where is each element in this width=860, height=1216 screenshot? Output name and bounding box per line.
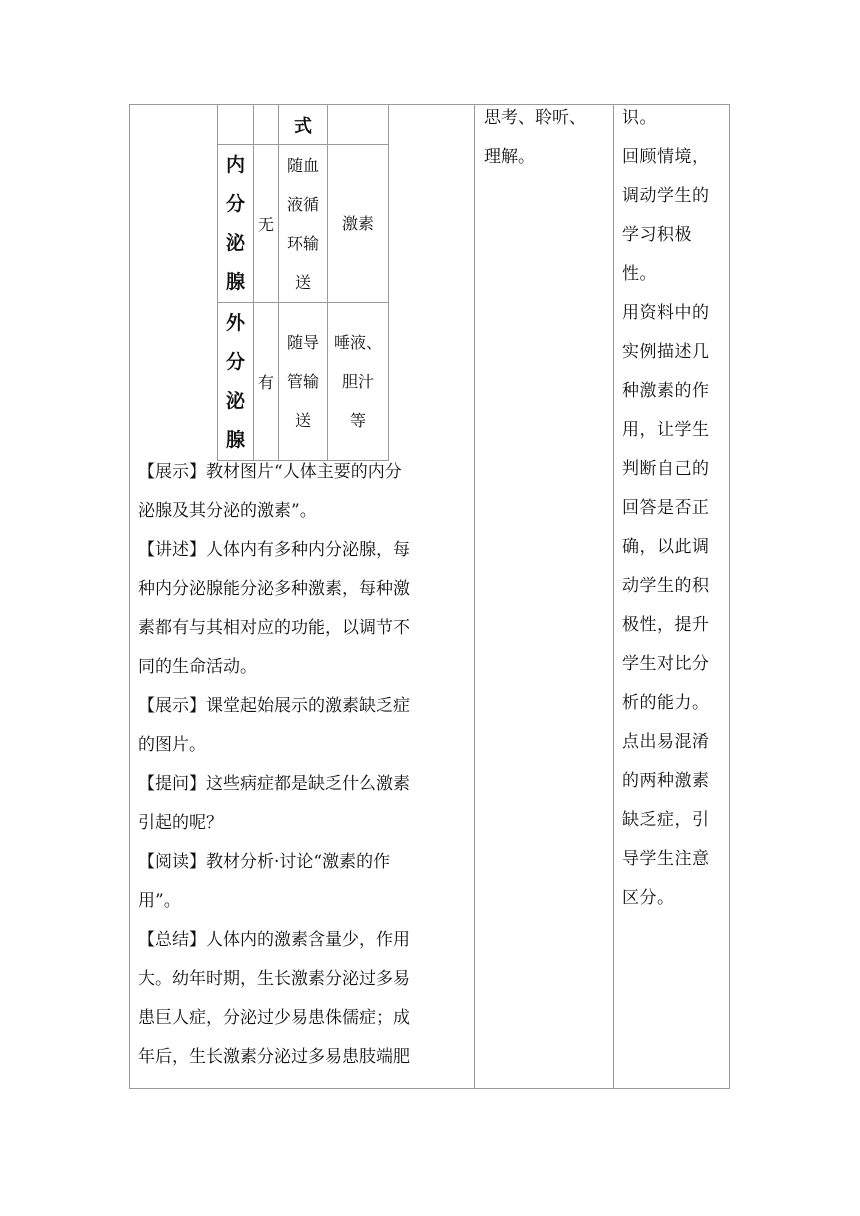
transport-cell: 随导 管输 送 (279, 303, 328, 461)
duct-cell: 有 (254, 303, 279, 461)
transport-cell: 随血 液循 环输 送 (279, 145, 328, 303)
table-row-exocrine (218, 303, 389, 461)
teacher-activity-text: 【展示】教材图片“人体主要的内分 泌腺及其分泌的激素”。 【讲述】人体内有多种内分泌腺，每 种内分泌腺能分泌多种激素，每种激 素都有与其相对应的功能，以调节不 同的生命活动。 【展示】课堂起始展示的激素缺乏症 的图片。 【提问】这些病症都是缺乏什么激素 引起的呢？ 【阅读】教材分析·讨论“激素的作 用”。 【总结】人体内的激素含量少，作用 大。幼年时期，生长激素分泌过多易 患巨人症，分泌过少易患侏儒症；成 年后，生长激素分泌过多易患肢端肥 (138, 462, 410, 1067)
design-intent-text: 识。 回顾情境， 调动学生的 学习积极 性。 用资料中的 实例描述几 种激素的作 用，让学生 判断自己的 回答是否正 确，以此调 动学生的积 极性，提升 学生对比分 析的能力。 点出易混淆 的两种激素 缺乏症，引 导学生注意 区分。 (622, 108, 710, 908)
gland-name-cell: 内 分 泌 腺 (218, 145, 254, 303)
gland-name-cell: 外 分 泌 腺 (218, 303, 254, 461)
duct-cell: 无 (254, 145, 279, 303)
column-divider-activity (474, 104, 475, 1089)
student-activity-text: 思考、聆听、 理解。 (484, 108, 586, 167)
gland-comparison-table (217, 104, 389, 461)
column-divider-intent (613, 104, 614, 1089)
table-row-endocrine (218, 145, 389, 303)
header-cell-method: 式 (279, 105, 328, 145)
secretion-cell: 唾液、 胆汁 等 (328, 303, 389, 461)
secretion-cell: 激素 (328, 145, 389, 303)
